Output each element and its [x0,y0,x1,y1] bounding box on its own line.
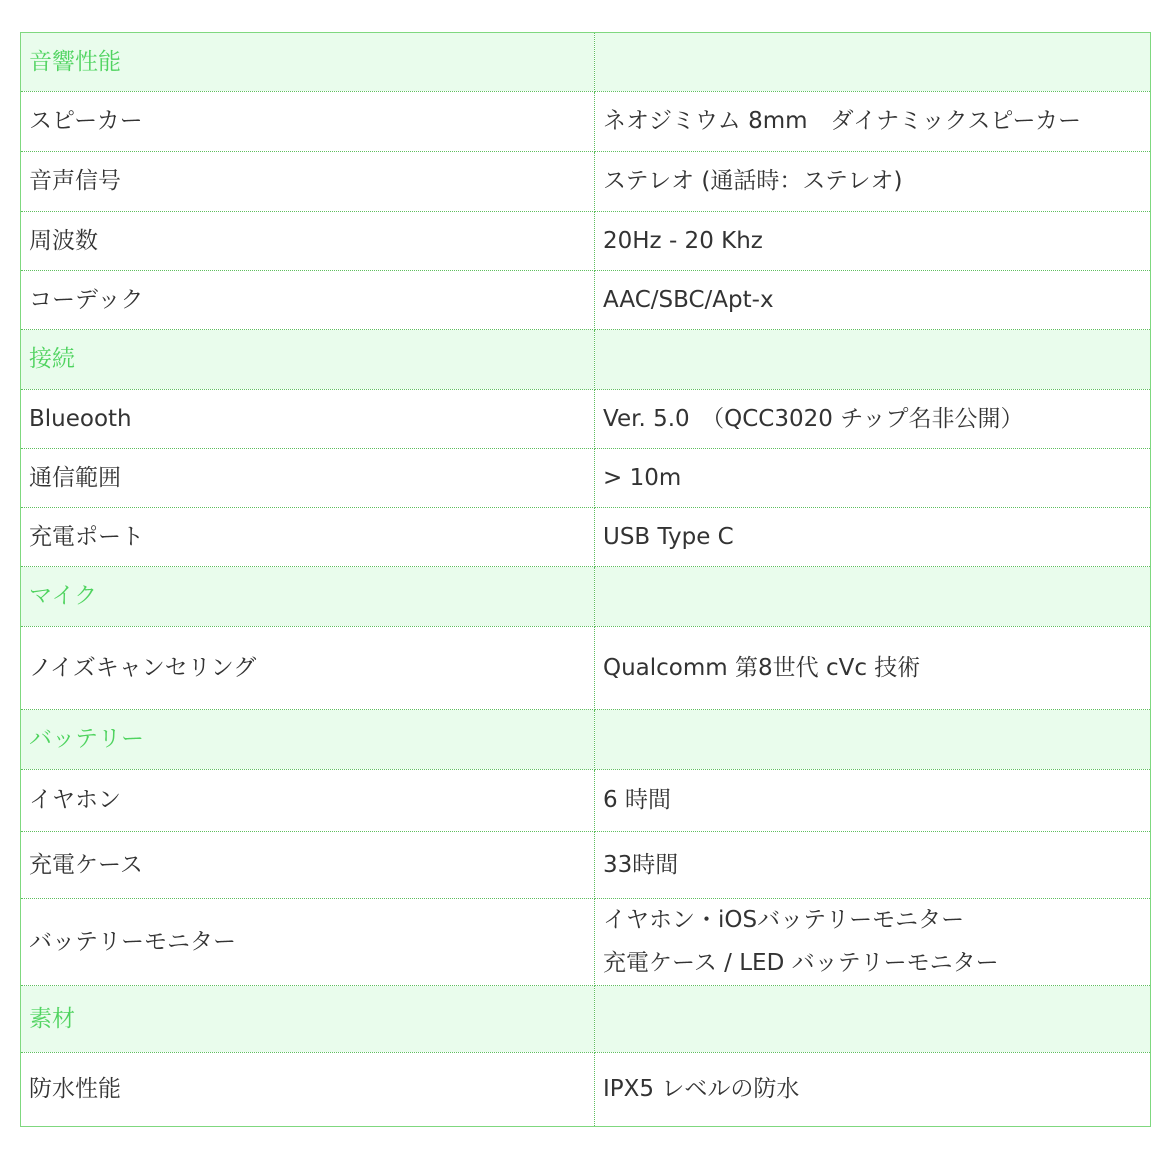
spec-value-line: 充電ケース / LED バッテリーモニター [603,950,999,976]
spec-label: Blueooth [21,390,595,449]
spec-value: ネオジミウム 8mm ダイナミックスピーカー [595,92,1151,152]
table-row [21,770,1151,832]
section-title: バッテリー [21,710,595,770]
table-row [21,152,1151,212]
table-row [21,508,1151,567]
spec-value: ステレオ (通話時：ステレオ) [595,152,1151,212]
section-header-mic [21,567,1151,627]
spec-label: スピーカー [21,92,595,152]
spec-table [20,32,1151,1127]
spec-label: 音声信号 [21,152,595,212]
table-row [21,271,1151,330]
table-row [21,212,1151,271]
spec-value: > 10m [595,449,1151,508]
spec-label: 充電ケース [21,832,595,899]
spec-label: バッテリーモニター [21,899,595,986]
table-row [21,1053,1151,1127]
section-empty-cell [595,33,1151,92]
table-row [21,899,1151,986]
section-title: 接続 [21,330,595,390]
spec-value [595,899,1151,986]
table-row [21,832,1151,899]
spec-value-line: イヤホン・iOSバッテリーモニター [603,907,965,933]
section-empty-cell [595,710,1151,770]
section-empty-cell [595,330,1151,390]
spec-value: IPX5 レベルの防水 [595,1053,1151,1127]
spec-label: イヤホン [21,770,595,832]
spec-value: Ver. 5.0 （QCC3020 チップ名非公開） [595,390,1151,449]
spec-value: 6 時間 [595,770,1151,832]
spec-label: 周波数 [21,212,595,271]
section-empty-cell [595,986,1151,1053]
spec-value: USB Type C [595,508,1151,567]
spec-label: 充電ポート [21,508,595,567]
section-header-battery [21,710,1151,770]
spec-label: ノイズキャンセリング [21,627,595,710]
spec-label: 防水性能 [21,1053,595,1127]
spec-label: 通信範囲 [21,449,595,508]
table-row [21,627,1151,710]
spec-value: Qualcomm 第8世代 cVc 技術 [595,627,1151,710]
section-title: 音響性能 [21,33,595,92]
section-header-audio [21,33,1151,92]
section-title: マイク [21,567,595,627]
table-row [21,390,1151,449]
spec-label: コーデック [21,271,595,330]
table-row [21,449,1151,508]
section-empty-cell [595,567,1151,627]
spec-value: 20Hz - 20 Khz [595,212,1151,271]
spec-value: 33時間 [595,832,1151,899]
section-title: 素材 [21,986,595,1053]
spec-value: AAC/SBC/Apt-x [595,271,1151,330]
section-header-material [21,986,1151,1053]
table-row [21,92,1151,152]
section-header-connection [21,330,1151,390]
